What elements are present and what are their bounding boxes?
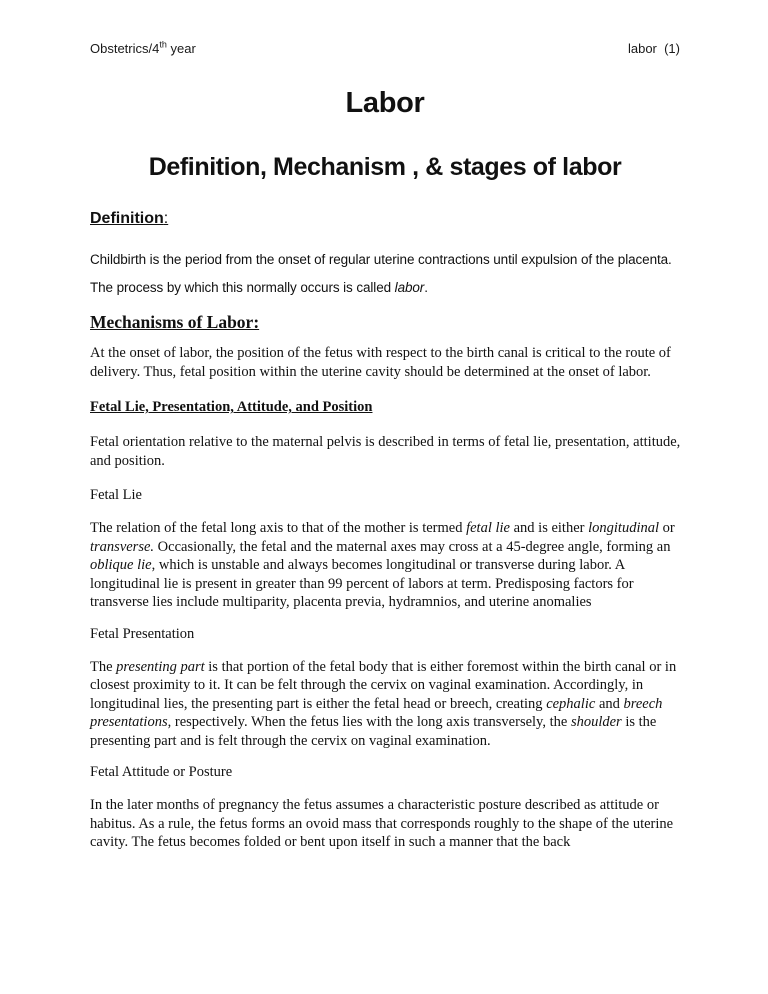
- fetal-attitude-subheading: Fetal Attitude or Posture: [90, 764, 233, 780]
- fetal-attitude-paragraph: In the later months of pregnancy the fetus assumes a characteristic posture described as attitude or habitus. As a rule, the fetus forms an ovoid mass that corresponds roughly to the shape of the uterine cavity. The fetus becomes folded or bent upon itself in such a manner that the back: [90, 797, 674, 850]
- fetal-lie-paragraph: The relation of the fetal long axis to that of the mother is termed fetal lie and is either longitudinal or transverse. Occasionally, the fetal and the maternal axes may cross at a 45-degree angle, forming an oblique lie, which is unstable and always becomes longitudinal or transverse during labor. A longitudinal lie is present in greater than 99 percent of labors at term. Predisposing factors for transverse lies include multiparity, placenta previa, hydramnios, and uterine anomalies: [90, 520, 675, 610]
- fetal-lie-section-heading: Fetal Lie, Presentation, Attitude, and Position: [90, 399, 373, 415]
- definition-heading: Definition:: [90, 210, 169, 227]
- fetal-orientation-paragraph: Fetal orientation relative to the maternal pelvis is described in terms of fetal lie, presentation, attitude, and position.: [90, 434, 681, 469]
- header-course-label: Obstetrics/4th year: [90, 39, 196, 56]
- mechanisms-heading: Mechanisms of Labor:: [90, 312, 260, 332]
- header-page-label: labor (1): [627, 41, 680, 56]
- document-subtitle: Definition, Mechanism , & stages of labor: [148, 153, 622, 181]
- fetal-presentation-paragraph: The presenting part is that portion of the fetal body that is either foremost within the birth canal or in closest proximity to it. It can be felt through the cervix on vaginal examination. Accordingly, in longitudinal lies, the presenting part is either the fetal head or breech, creating cephalic and breech presentations, respectively. When the fetus lies with the long axis transversely, the shoulder is the presenting part and is felt through the cervix on vaginal examination.: [90, 658, 677, 749]
- fetal-presentation-subheading: Fetal Presentation: [90, 625, 195, 642]
- document-title: Labor: [345, 87, 425, 119]
- ordinal-superscript: th: [159, 39, 167, 50]
- fetal-lie-subheading: Fetal Lie: [90, 487, 142, 503]
- definition-paragraph: Childbirth is the period from the onset of regular uterine contractions until expulsion of the placenta. The process by which this normally occurs is called labor.: [90, 252, 672, 295]
- page-header: [90, 41, 680, 56]
- mechanisms-paragraph: At the onset of labor, the position of the fetus with respect to the birth canal is critical to the route of delivery. Thus, fetal position within the uterine cavity should be determined at the onset of labor.: [90, 345, 671, 380]
